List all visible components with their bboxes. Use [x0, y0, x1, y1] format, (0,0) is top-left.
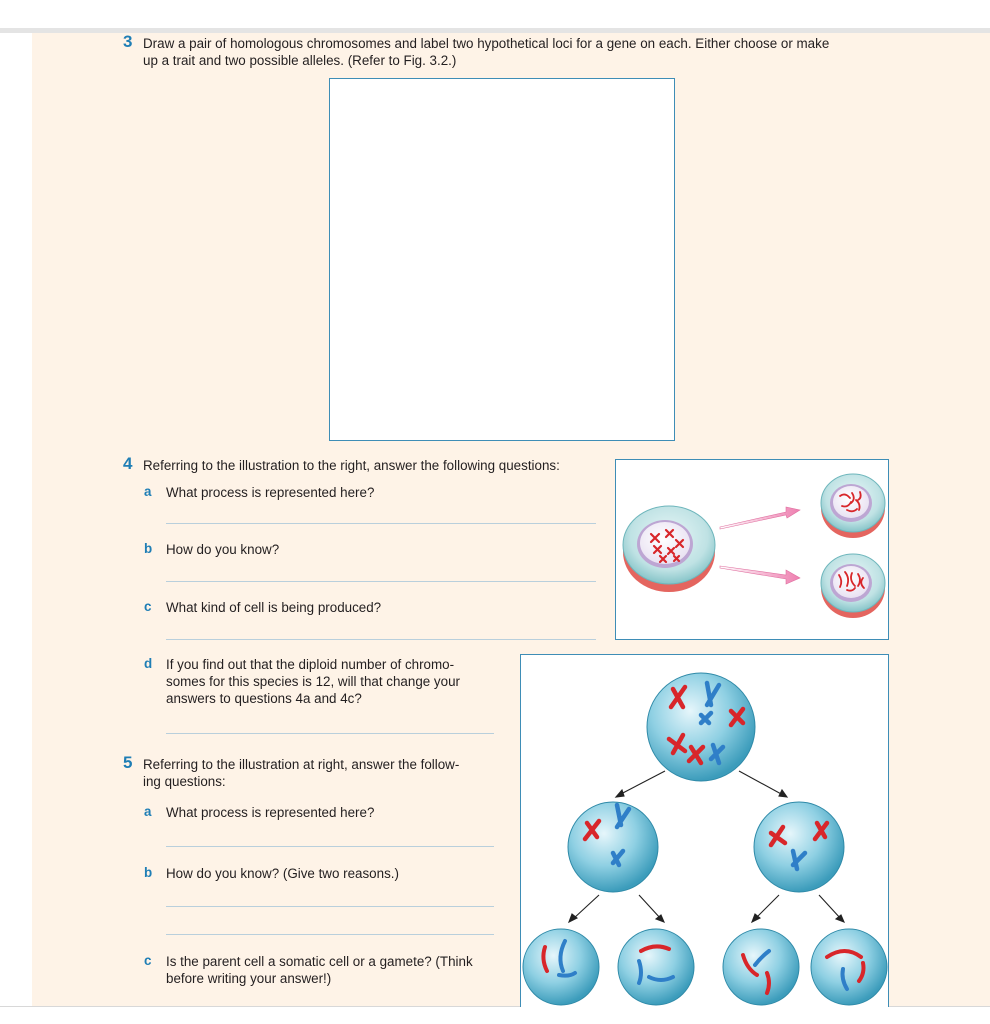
- question-4d-text-line1: If you find out that the diploid number of chromo-: [166, 657, 455, 672]
- gamete-cell-1: [523, 929, 599, 1005]
- meiosis-daughter-cell-left: [568, 802, 658, 892]
- daughter-cell-top: [821, 474, 885, 538]
- question-4b-text: How do you know?: [166, 542, 280, 557]
- question-4-text: Referring to the illustration to the right, answer the following questions:: [143, 458, 560, 473]
- question-5c-text-line2: before writing your answer!): [166, 971, 332, 986]
- answer-line-5b-2[interactable]: [166, 934, 494, 935]
- question-5c-letter: c: [144, 953, 152, 968]
- question-5a-letter: a: [144, 804, 152, 819]
- question-4-number: 4: [123, 454, 133, 473]
- question-5-text-line2: ing questions:: [143, 774, 226, 789]
- arrow-to-bottom-daughter: [720, 566, 800, 584]
- mitosis-figure: [615, 459, 889, 640]
- question-4c-text: What kind of cell is being produced?: [166, 600, 382, 615]
- gamete-cell-4: [811, 929, 887, 1005]
- question-5b-letter: b: [144, 865, 153, 880]
- question-5-text-line1: Referring to the illustration at right, answer the follow-: [143, 757, 460, 772]
- parent-cell: [623, 506, 715, 592]
- question-3-text-line2: up a trait and two possible alleles. (Refer to Fig. 3.2.): [143, 53, 457, 68]
- question-4d-letter: d: [144, 656, 153, 671]
- answer-line-4a[interactable]: [166, 523, 596, 524]
- gamete-cell-2: [618, 929, 694, 1005]
- mitosis-illustration: [616, 460, 888, 639]
- drawing-area[interactable]: [329, 78, 675, 441]
- question-4d-text-line3: answers to questions 4a and 4c?: [166, 691, 362, 706]
- question-3-number: 3: [123, 32, 133, 51]
- question-5a-text: What process is represented here?: [166, 805, 375, 820]
- answer-line-5a[interactable]: [166, 846, 494, 847]
- question-4d-text-line2: somes for this species is 12, will that change your: [166, 674, 460, 689]
- answer-line-4b[interactable]: [166, 581, 596, 582]
- gamete-cell-3: [723, 929, 799, 1005]
- answer-line-4c[interactable]: [166, 639, 596, 640]
- daughter-cell-bottom: [821, 554, 885, 618]
- question-4c-letter: c: [144, 599, 152, 614]
- question-5c-text-line1: Is the parent cell a somatic cell or a gamete? (Think: [166, 954, 473, 969]
- meiosis-figure: [520, 654, 889, 1007]
- question-4a-text: What process is represented here?: [166, 485, 375, 500]
- meiosis-illustration: [521, 655, 888, 1007]
- arrow-to-top-daughter: [720, 507, 800, 529]
- question-5-number: 5: [123, 753, 133, 772]
- answer-line-4d[interactable]: [166, 733, 494, 734]
- question-5b-text: How do you know? (Give two reasons.): [166, 866, 399, 881]
- question-4a-letter: a: [144, 484, 152, 499]
- answer-line-5b-1[interactable]: [166, 906, 494, 907]
- meiosis-daughter-cell-right: [754, 802, 844, 892]
- question-3-text-line1: Draw a pair of homologous chromosomes and label two hypothetical loci for a gene on each. Either choose or make: [143, 36, 830, 51]
- question-4b-letter: b: [144, 541, 153, 556]
- meiosis-parent-cell: [647, 673, 755, 781]
